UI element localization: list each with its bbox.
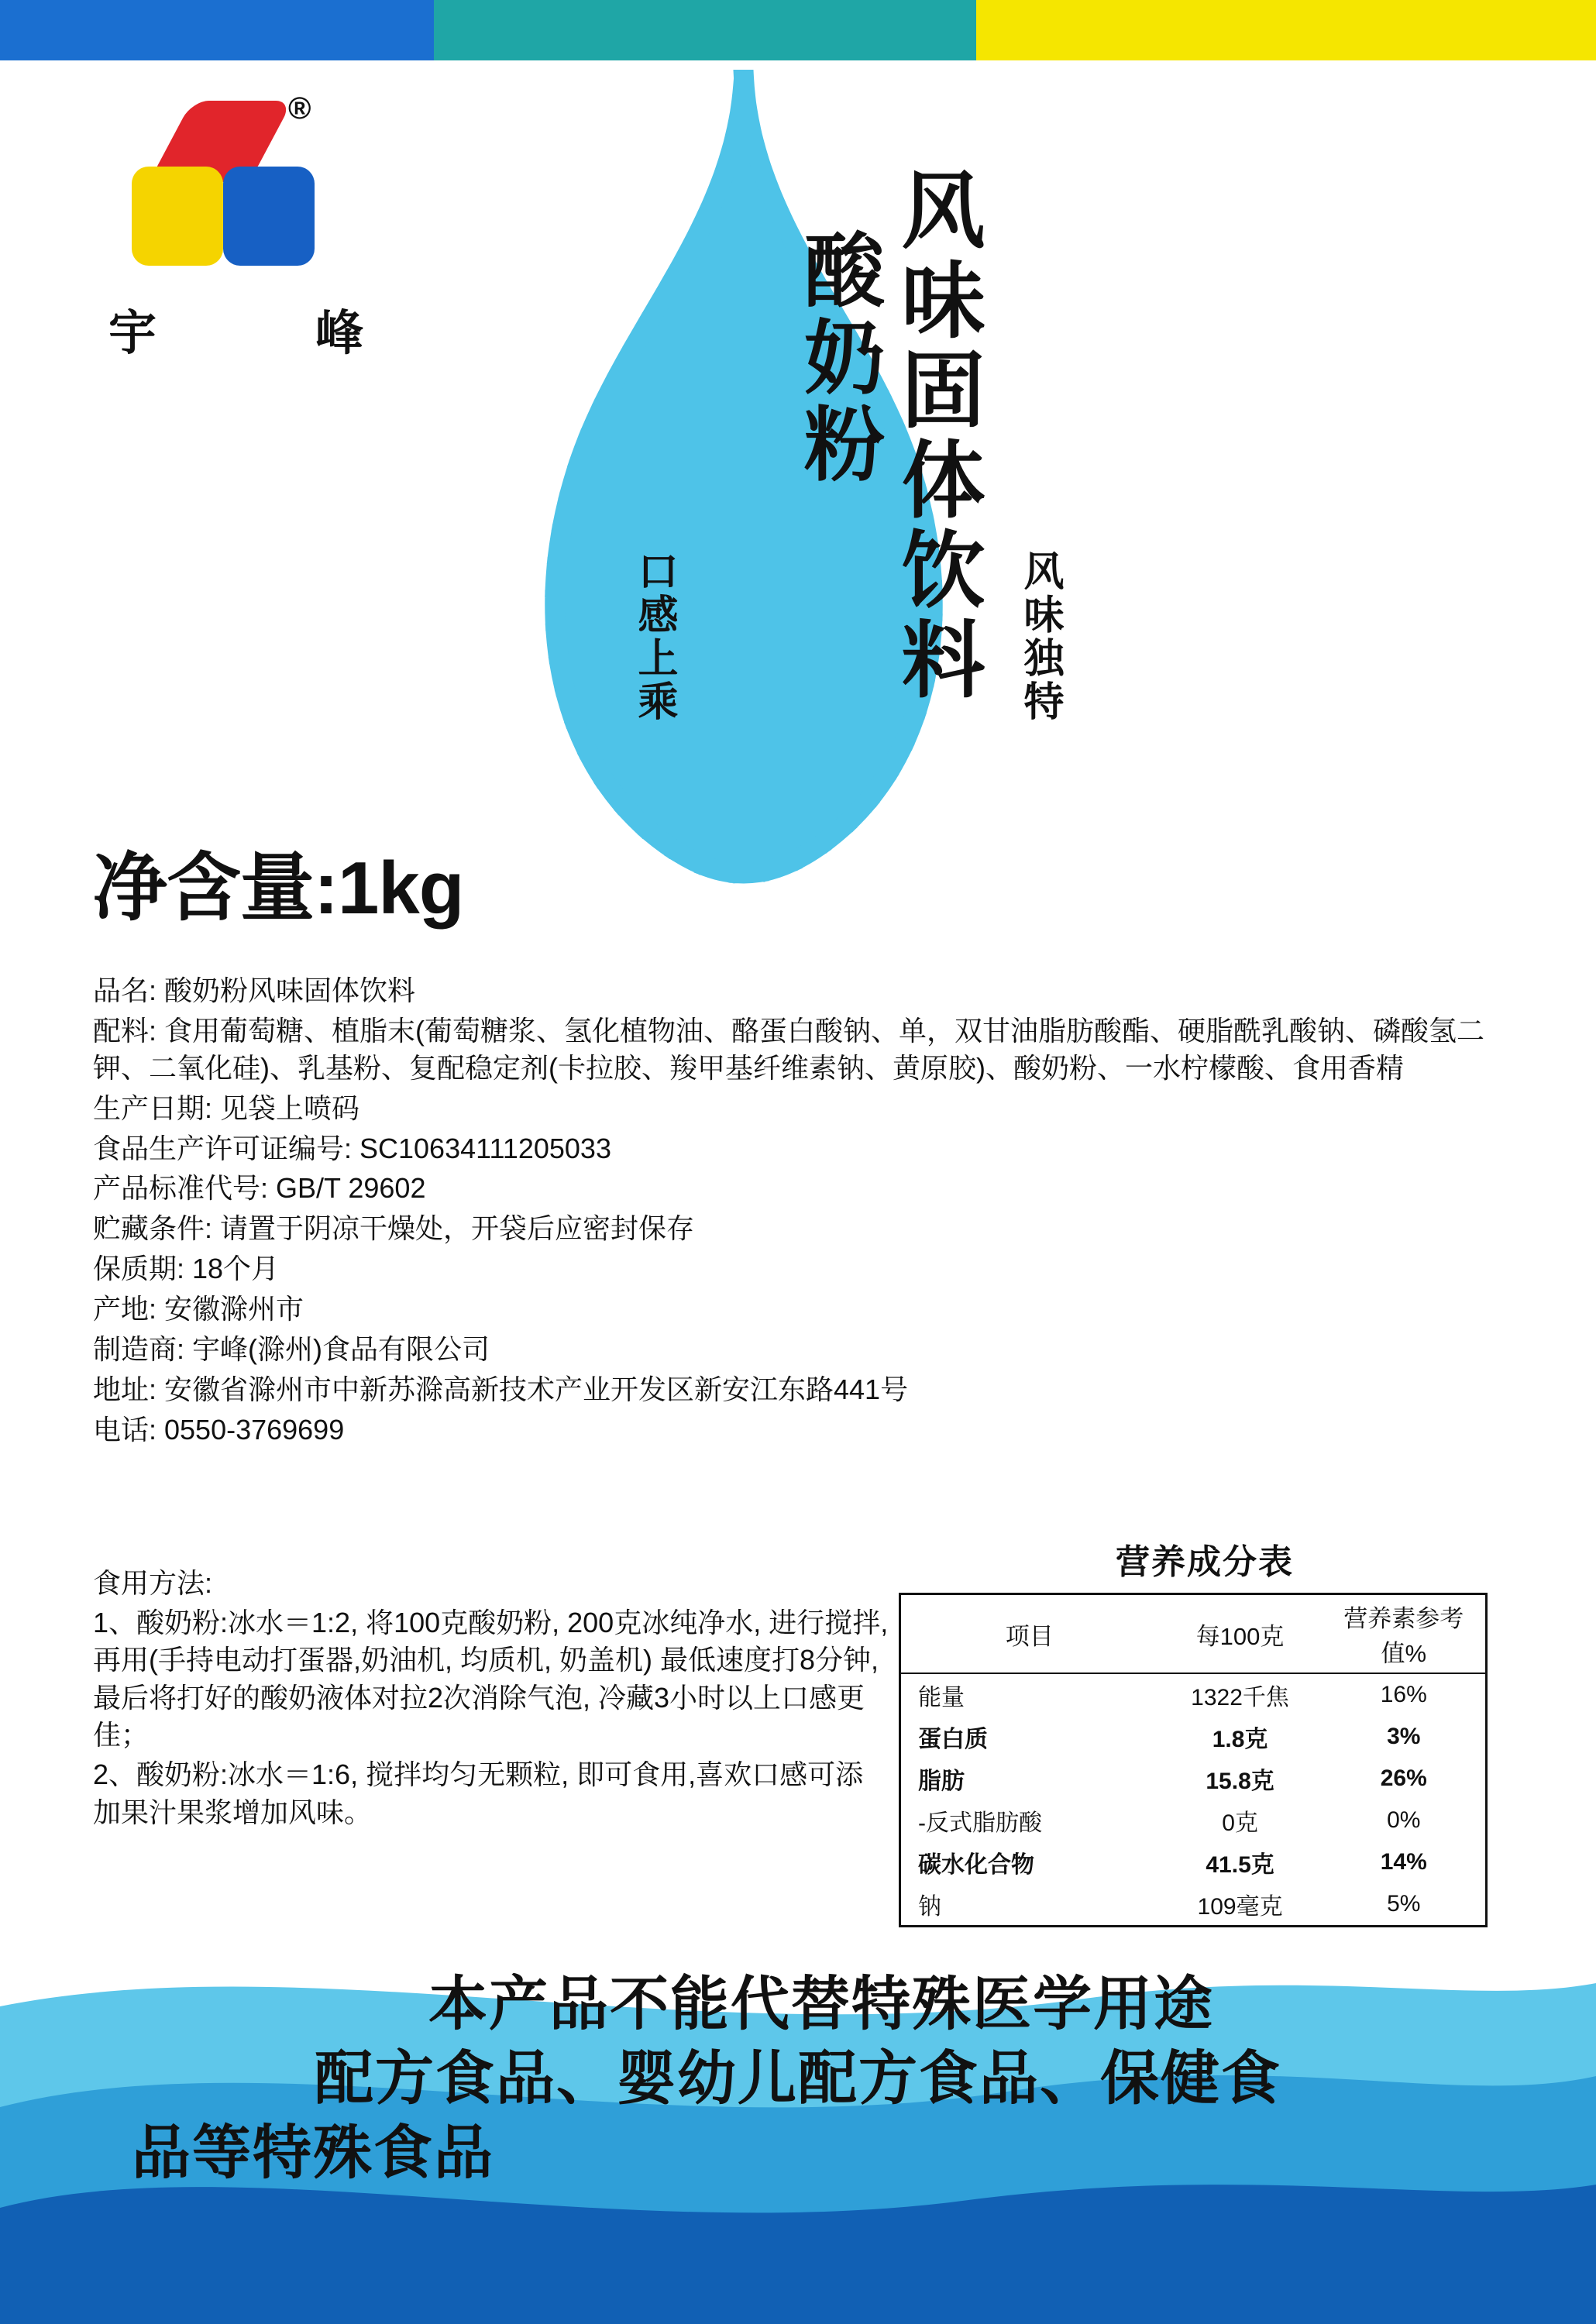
usage-heading: 食用方法:: [93, 1567, 213, 1599]
nutrition-per100: 109毫克: [1197, 1894, 1283, 1920]
table-row: [900, 1841, 1487, 1883]
info-origin: 产地: 安徽滁州市: [93, 1293, 304, 1325]
info-license-number: 食品生产许可证编号: SC10634111205033: [93, 1132, 611, 1164]
nutrition-header-item: 项目: [1005, 1622, 1054, 1650]
nutrition-per100: 1.8克: [1212, 1727, 1268, 1752]
info-shelf-life: 保质期: 18个月: [93, 1253, 280, 1285]
top-color-bar: [0, 0, 1596, 60]
hero-sub-title: 酸奶粉: [792, 229, 882, 489]
nutrition-nrv: 0%: [1387, 1807, 1421, 1833]
brand-logo: [108, 91, 364, 426]
info-production-date: 生产日期: 见袋上喷码: [93, 1092, 360, 1124]
nutrition-per100: 1322千焦: [1191, 1685, 1289, 1710]
brand-name: [108, 294, 364, 363]
info-ingredients: 配料: 食用葡萄糖、植脂末(葡萄糖浆、氢化植物油、酪蛋白酸钠、单，双甘油脂肪酸酯、硬脂酰乳酸钠、磷酸氢二钾、二氧化硅)、乳基粉、复配稳定剂(卡拉胶、羧甲基纤维素钠、黄原胶)、酸奶粉、一水柠檬酸、食用香精: [93, 1014, 1484, 1084]
notice-line-1: 本产品不能代替特殊医学用途: [428, 1972, 1214, 2037]
notice-line-3: 品等特殊食品: [132, 2119, 494, 2186]
cube-face-yellow: [132, 167, 223, 266]
nutrition-item: 能量: [918, 1685, 965, 1710]
hero-right-slogan: 风味独特: [1017, 550, 1062, 724]
nutrition-nrv: 3%: [1387, 1724, 1421, 1749]
top-bar-segment-teal: [434, 0, 976, 60]
nutrition-header-row: [900, 1594, 1487, 1674]
info-manufacturer: 制造商: 宇峰(滁州)食品有限公司: [93, 1332, 490, 1365]
usage-step-2: 2、酸奶粉:冰水＝1:6, 搅拌均匀无颗粒, 即可食用,喜欢口感可添加果汁果浆增加风味。: [93, 1758, 864, 1828]
nutrition-item: 蛋白质: [918, 1727, 988, 1752]
nutrition-per100: 41.5克: [1206, 1852, 1274, 1878]
registered-trademark-icon: ®: [288, 91, 311, 125]
info-phone: 电话: 0550-3769699: [93, 1413, 345, 1446]
top-bar-segment-blue: [0, 0, 434, 60]
cube-face-blue: [223, 167, 315, 266]
table-row: [900, 1883, 1487, 1927]
info-address: 地址: 安徽省滁州市中新苏滁高新技术产业开发区新安江东路441号: [93, 1373, 909, 1405]
droplet-graphic: [496, 70, 1062, 906]
nutrition-table: [899, 1593, 1488, 1927]
hero-main-title: 风味固体饮料: [889, 167, 983, 706]
info-standard-code: 产品标准代号: GB/T 29602: [93, 1172, 426, 1205]
special-use-notice: [0, 1968, 1596, 2190]
table-row: [900, 1673, 1487, 1716]
notice-line-2: 配方食品、婴幼儿配方食品、保健食: [315, 2045, 1281, 2112]
nutrition-nrv: 14%: [1380, 1849, 1427, 1875]
usage-instructions-block: [93, 1565, 891, 1833]
nutrition-nrv: 5%: [1387, 1891, 1421, 1917]
nutrition-item: 钠: [918, 1894, 941, 1920]
table-row: [900, 1800, 1487, 1841]
nutrition-table-head: [900, 1594, 1487, 1674]
info-storage-condition: 贮藏条件: 请置于阴凉干燥处，开袋后应密封保存: [93, 1212, 695, 1245]
table-row: [900, 1716, 1487, 1758]
bottom-banner: [0, 1952, 1596, 2324]
product-info-block: [93, 972, 1519, 1452]
nutrition-item: -反式脂肪酸: [918, 1810, 1042, 1836]
brand-char-left: 宇: [108, 307, 158, 360]
nutrition-item: 碳水化合物: [918, 1852, 1034, 1878]
cube-logo-icon: [124, 91, 325, 294]
table-row: [900, 1758, 1487, 1800]
nutrition-per100: 15.8克: [1206, 1769, 1274, 1794]
nutrition-header-nrv: 营养素参考值%: [1343, 1605, 1464, 1667]
nutrition-item: 脂肪: [918, 1769, 965, 1794]
usage-step-1: 1、酸奶粉:冰水＝1:2, 将100克酸奶粉, 200克冰纯净水, 进行搅拌, 再用(手持电动打蛋器,奶油机, 均质机, 奶盖机) 最低速度打8分钟, 最后将打好的酸奶液体对拉2次消除气泡, 冷藏3小时以上口感更佳；: [93, 1606, 889, 1752]
net-weight-label: 净含量:1kg: [93, 847, 464, 930]
nutrition-table-body: [900, 1673, 1487, 1927]
nutrition-facts: [899, 1534, 1511, 1927]
nutrition-nrv: 16%: [1380, 1682, 1427, 1707]
brand-char-right: 峰: [315, 307, 364, 360]
nutrition-per100: 0克: [1222, 1810, 1258, 1836]
info-product-name: 品名: 酸奶粉风味固体饮料: [93, 975, 416, 1006]
nutrition-nrv: 26%: [1380, 1765, 1427, 1791]
hero-left-slogan: 口感上乘: [631, 550, 676, 724]
top-bar-segment-yellow: [976, 0, 1596, 60]
nutrition-title: 营养成分表: [1116, 1543, 1294, 1581]
nutrition-header-per100: 每100克: [1195, 1622, 1285, 1650]
